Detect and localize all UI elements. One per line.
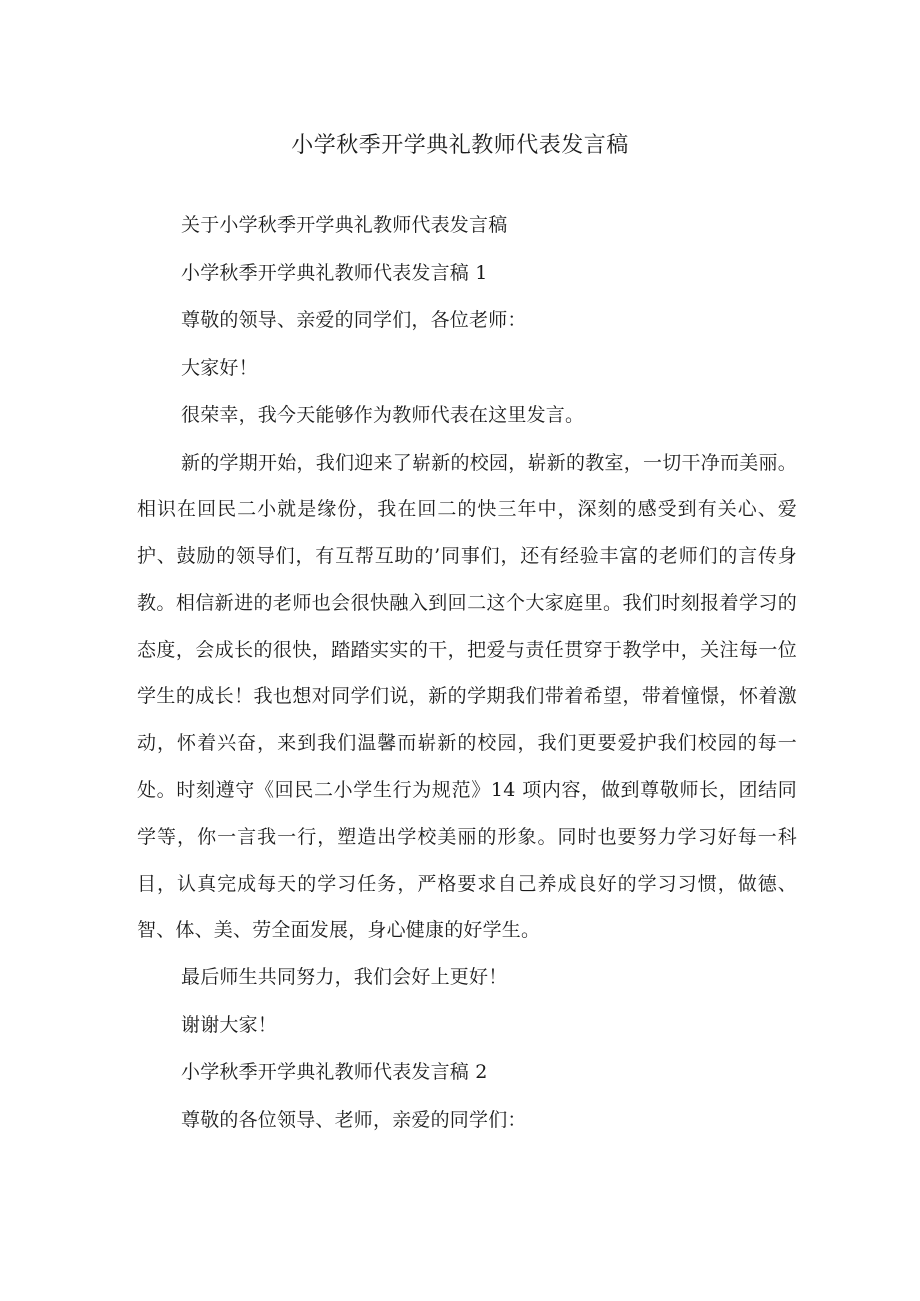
paragraph-speech-1-heading: 小学秋季开学典礼教师代表发言稿 1: [181, 261, 488, 284]
paragraph-speech-2-heading: 小学秋季开学典礼教师代表发言稿 2: [181, 1061, 488, 1084]
document-title: 小学秋季开学典礼教师代表发言稿: [291, 133, 629, 158]
paragraph-salutation-2: 尊敬的各位领导、老师，亲爱的同学们：: [181, 1108, 527, 1131]
paragraph-intro-heading: 关于小学秋季开学典礼教师代表发言稿: [181, 214, 508, 236]
document-body: [137, 202, 797, 1144]
paragraph-salutation-1: 尊敬的领导、亲爱的同学们，各位老师：: [181, 309, 527, 331]
paragraph-main-body: 新的学期开始，我们迎来了崭新的校园，崭新的教室，一切干净而美丽。相识在回民二小就是缘份，我在回二的快三年中，深刻的感受到有关心、爱护、鼓励的领导们，有互帮互助的’同事们，还有经验丰富的老师们的言传身教。相信新进的老师也会很快融入到回二这个大家庭里。我们时刻报着学习的态度，会成长的很快，踏踏实实的干，把爱与责任贯穿于教学中，关注每一位学生的成长！我也想对同学们说，新的学期我们带着希望，带着憧憬，怀着激动，怀着兴奋，来到我们温馨而崭新的校园，我们更要爱护我们校园的每一处。时刻遵守《回民二小学生行为规范》14 项内容，做到尊敬师长，团结同学等，你一言我一行，塑造出学校美丽的形象。同时也要努力学习好每一科目，认真完成每天的学习任务，严格要求自己养成良好的学习习惯，做德、智、体、美、劳全面发展，身心健康的好学生。: [137, 451, 797, 942]
paragraph-closing: 最后师生共同努力，我们会好上更好！: [181, 966, 508, 989]
paragraph-honor: 很荣幸，我今天能够作为教师代表在这里发言。: [181, 404, 585, 426]
paragraph-thanks: 谢谢大家！: [181, 1013, 278, 1036]
paragraph-greeting: 大家好！: [181, 356, 258, 379]
